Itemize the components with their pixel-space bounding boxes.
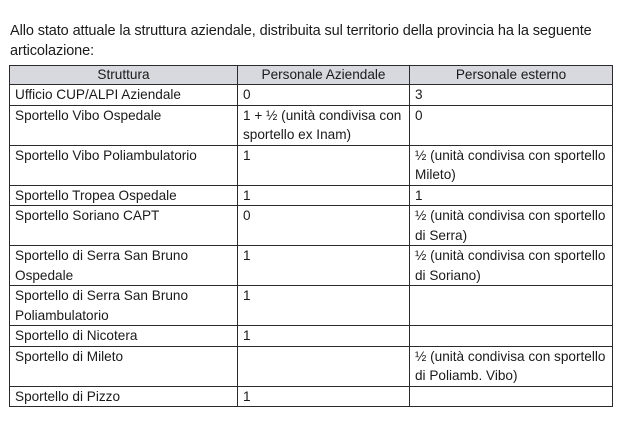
cell-struttura: Sportello di Serra San Bruno Poliambulatorio xyxy=(10,286,238,326)
intro-paragraph: Allo stato attuale la struttura aziendale, distribuita sul territorio della provincia ha la seguente articolazione: xyxy=(10,22,592,59)
cell-personale-esterno xyxy=(410,286,613,326)
table-row xyxy=(10,145,613,185)
cell-struttura: Sportello Vibo Poliambulatorio xyxy=(10,145,238,185)
cell-personale-aziendale: 1 xyxy=(238,326,410,347)
table-row xyxy=(10,85,613,106)
cell-struttura: Sportello Tropea Ospedale xyxy=(10,185,238,206)
cell-struttura: Ufficio CUP/ALPI Aziendale xyxy=(10,85,238,106)
cell-personale-aziendale: 1 xyxy=(238,185,410,206)
table-row xyxy=(10,105,613,145)
cell-struttura: Sportello di Nicotera xyxy=(10,326,238,347)
cell-personale-aziendale xyxy=(238,346,410,386)
cell-personale-aziendale: 1 xyxy=(238,286,410,326)
cell-struttura: Sportello di Pizzo xyxy=(10,386,238,407)
cell-personale-aziendale: 1 xyxy=(238,145,410,185)
cell-struttura: Sportello di Serra San Bruno Ospedale xyxy=(10,246,238,286)
cell-personale-esterno: ½ (unità condivisa con sportello di Poliamb. Vibo) xyxy=(410,346,613,386)
cell-personale-esterno: 1 xyxy=(410,185,613,206)
table-row xyxy=(10,286,613,326)
cell-personale-aziendale: 0 xyxy=(238,206,410,246)
cell-personale-esterno: ½ (unità condivisa con sportello di Serra) xyxy=(410,206,613,246)
cell-personale-esterno xyxy=(410,386,613,407)
cell-personale-aziendale: 1 xyxy=(238,386,410,407)
cell-personale-aziendale: 1 + ½ (unità condivisa con sportello ex Inam) xyxy=(238,105,410,145)
cell-struttura: Sportello di Mileto xyxy=(10,346,238,386)
table-row xyxy=(10,206,613,246)
table-row xyxy=(10,185,613,206)
table-header-row xyxy=(10,66,613,85)
cell-personale-esterno: ½ (unità condivisa con sportello di Soriano) xyxy=(410,246,613,286)
cell-personale-esterno: ½ (unità condivisa con sportello Mileto) xyxy=(410,145,613,185)
staff-table xyxy=(9,65,613,407)
cell-struttura: Sportello Vibo Ospedale xyxy=(10,105,238,145)
cell-personale-esterno: 0 xyxy=(410,105,613,145)
table-row xyxy=(10,246,613,286)
cell-struttura: Sportello Soriano CAPT xyxy=(10,206,238,246)
header-struttura: Struttura xyxy=(10,66,238,85)
cell-personale-aziendale: 1 xyxy=(238,246,410,286)
table-row xyxy=(10,326,613,347)
header-personale-esterno: Personale esterno xyxy=(410,66,613,85)
cell-personale-esterno: 3 xyxy=(410,85,613,106)
header-personale-aziendale: Personale Aziendale xyxy=(238,66,410,85)
cell-personale-aziendale: 0 xyxy=(238,85,410,106)
cell-personale-esterno xyxy=(410,326,613,347)
table-row xyxy=(10,346,613,386)
table-row xyxy=(10,386,613,407)
